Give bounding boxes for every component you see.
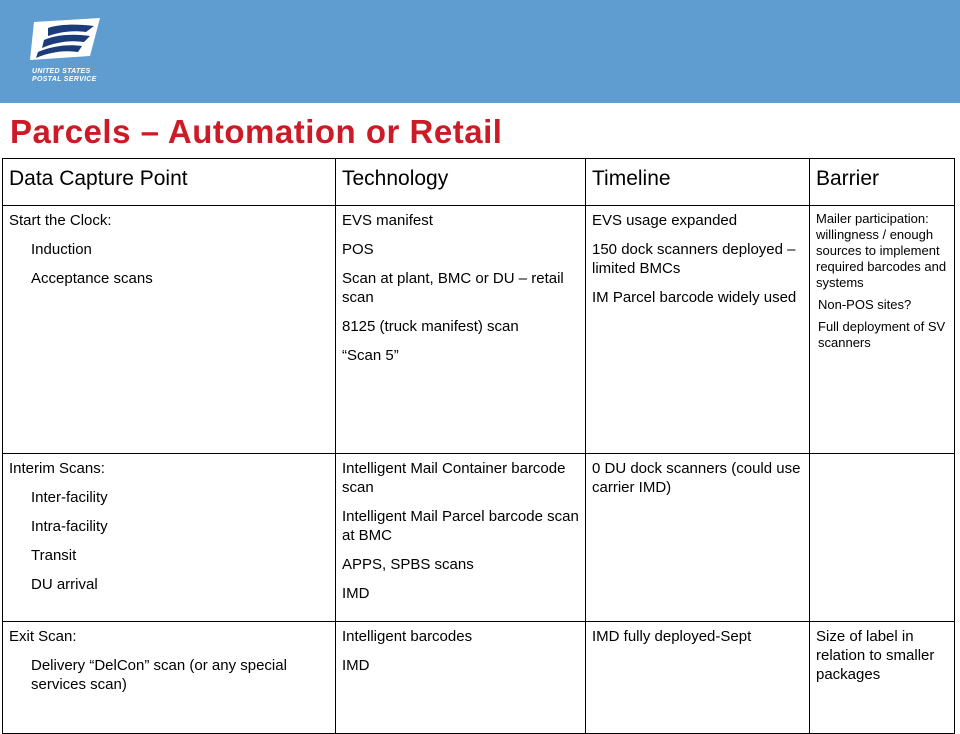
barrier-cell — [810, 622, 955, 734]
technology-item: Intelligent Mail Container barcode scan — [342, 460, 566, 496]
timeline-item: 150 dock scanners deployed – limited BMCs — [592, 241, 796, 277]
capture-heading: Start the Clock: — [9, 212, 112, 229]
timeline-item: EVS usage expanded — [592, 212, 738, 229]
table-header-row — [3, 159, 955, 206]
capture-item: Induction — [31, 241, 92, 258]
timeline-cell — [586, 206, 810, 454]
header-technology: Technology — [336, 159, 586, 206]
capture-cell — [3, 622, 336, 734]
header-data-capture-point: Data Capture Point — [3, 159, 336, 206]
technology-cell — [336, 454, 586, 622]
logo-wordmark — [32, 68, 112, 84]
technology-item: Scan at plant, BMC or DU – retail scan — [342, 270, 564, 306]
technology-item: “Scan 5” — [342, 347, 399, 364]
technology-item: Intelligent Mail Parcel barcode scan at BMC — [342, 508, 579, 544]
timeline-item: IMD fully deployed-Sept — [592, 628, 752, 645]
timeline-cell — [586, 454, 810, 622]
barrier-item: Non-POS sites? — [818, 297, 912, 312]
table-row — [3, 622, 955, 734]
capture-heading: Exit Scan: — [9, 628, 77, 645]
technology-cell — [336, 622, 586, 734]
capture-item: Acceptance scans — [31, 270, 153, 287]
technology-item: Intelligent barcodes — [342, 628, 473, 645]
barrier-item: Full deployment of SV scanners — [818, 319, 946, 350]
technology-item: IMD — [342, 585, 370, 602]
barrier-item: Size of label in relation to smaller packages — [816, 628, 935, 683]
logo-line-1: UNITED STATES — [32, 68, 91, 75]
page-title: Parcels – Automation or Retail — [10, 113, 503, 150]
header-barrier: Barrier — [810, 159, 955, 206]
technology-item: APPS, SPBS scans — [342, 556, 474, 573]
technology-item: IMD — [342, 657, 370, 674]
parcels-table — [2, 158, 955, 734]
timeline-cell — [586, 622, 810, 734]
technology-item: POS — [342, 241, 374, 258]
capture-item: DU arrival — [31, 576, 98, 593]
timeline-item: IM Parcel barcode widely used — [592, 289, 797, 306]
header-timeline: Timeline — [586, 159, 810, 206]
capture-item: Delivery “DelCon” scan (or any special services scan) — [31, 657, 287, 693]
capture-cell — [3, 454, 336, 622]
table-row — [3, 206, 955, 454]
barrier-item: Mailer participation: willingness / enough sources to implement required barcodes and systems — [816, 211, 947, 290]
header-band — [0, 0, 960, 103]
technology-item: 8125 (truck manifest) scan — [342, 318, 519, 335]
barrier-cell — [810, 206, 955, 454]
capture-item: Intra-facility — [31, 518, 108, 535]
table-row — [3, 454, 955, 622]
timeline-item: 0 DU dock scanners (could use carrier IMD) — [592, 460, 801, 496]
logo-line-2: POSTAL SERVICE — [32, 76, 97, 83]
technology-item: EVS manifest — [342, 212, 433, 229]
barrier-cell — [810, 454, 955, 622]
capture-item: Inter-facility — [31, 489, 108, 506]
capture-item: Transit — [31, 547, 77, 564]
technology-cell — [336, 206, 586, 454]
capture-cell — [3, 206, 336, 454]
capture-heading: Interim Scans: — [9, 460, 105, 477]
